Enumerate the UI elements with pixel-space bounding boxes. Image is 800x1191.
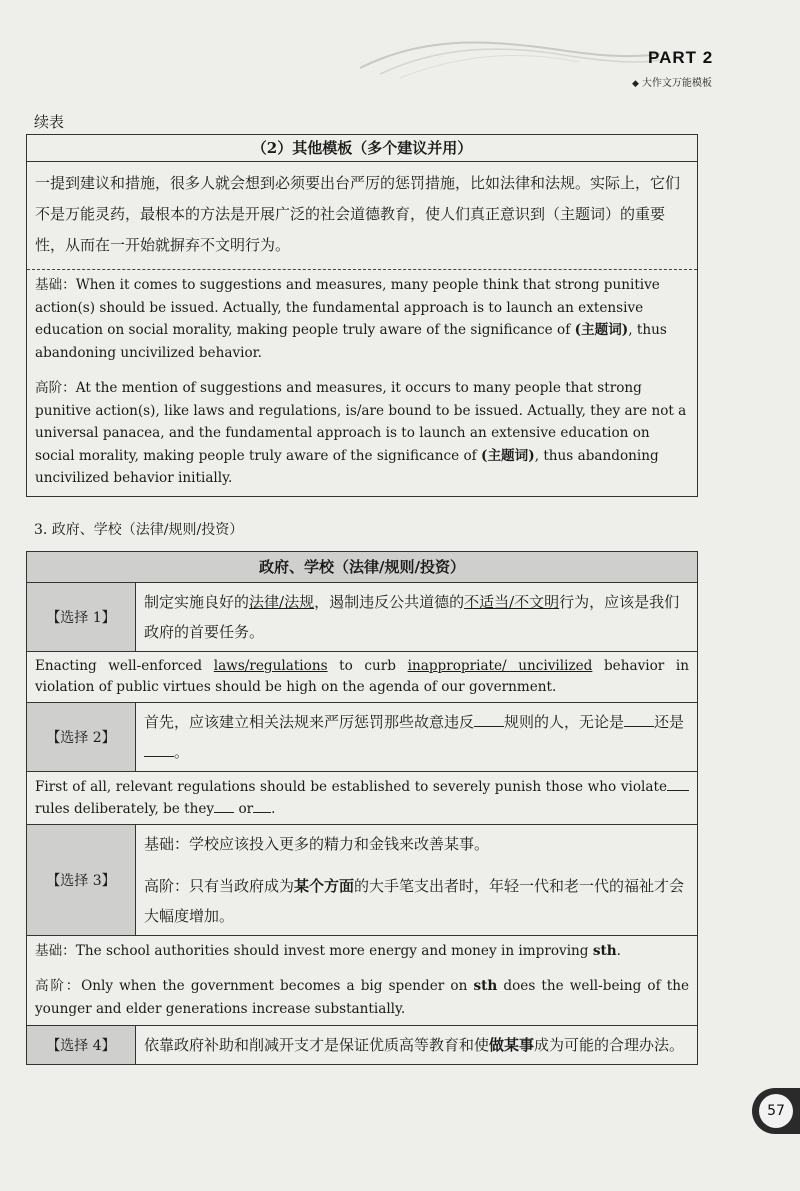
choice-label: 【选择 2】 <box>27 703 136 771</box>
choice-row-2-en <box>27 772 697 825</box>
choice-english: Enacting well-enforced laws/regulations to curb inappropriate/ uncivilized behavior in violation of public virtues should be high on the agenda of our government. <box>35 658 689 695</box>
blank <box>214 798 234 813</box>
blank <box>624 712 654 727</box>
choice-row-2 <box>27 703 697 772</box>
choice-chinese: 依靠政府补助和削减开支才是保证优质高等教育和使做某事成为可能的合理办法。 <box>144 1036 685 1054</box>
blank <box>474 712 504 727</box>
basic-version: 基础：When it comes to suggestions and measures, many people think that strong punitive action(s) should be issued. Actually, the fundamental approach is to launch an extensive education on social morality, making people truly aware of the significance of (主题词), thus abandoning uncivilized behavior. <box>35 277 667 361</box>
choice-chinese: 制定实施良好的法律/法规，遏制违反公共道德的不适当/不文明行为，应该是我们政府的首要任务。 <box>144 593 680 641</box>
choice-chinese: 首先，应该建立相关法规来严厉惩罚那些故意违反 规则的人，无论是 还是。 <box>144 713 685 761</box>
choice-row-1-en <box>27 652 697 703</box>
page-number: 57 <box>759 1094 793 1128</box>
blank <box>144 742 174 757</box>
choice-label: 【选择 3】 <box>27 825 136 935</box>
blank <box>253 798 271 813</box>
advanced-version: 高阶：At the mention of suggestions and measures, it occurs to many people that strong punitive action(s), like laws and regulations, is/are bound to be issued. Actually, they are not a universal panacea, and the fundamental approach is to launch an extensive education on social morality, making people truly aware of the significance of (主题词), thus abandoning uncivilized behavior initially. <box>35 380 687 486</box>
english-versions <box>27 270 697 496</box>
choice-row-4 <box>27 1026 697 1064</box>
choice-label: 【选择 4】 <box>27 1026 136 1064</box>
page-number-tab <box>752 1088 800 1134</box>
blank <box>667 776 689 791</box>
diamond-icon: ◆ <box>632 79 639 89</box>
header-wave-decoration <box>360 28 660 88</box>
advanced-version: 高阶：Only when the government becomes a big spender on sth does the well-being of the younger and elder generations increase substantially. <box>35 978 689 1017</box>
part-subtitle <box>632 74 712 89</box>
choice-label: 【选择 1】 <box>27 583 136 651</box>
continued-label: 续表 <box>34 113 65 131</box>
basic-version: 基础：The school authorities should invest more energy and money in improving sth. <box>35 943 621 959</box>
basic-version: 基础：学校应该投入更多的精力和金钱来改善某事。 <box>144 835 490 853</box>
choice-english <box>27 936 697 1025</box>
section-title: 3. 政府、学校（法律/规则/投资） <box>34 522 244 538</box>
choice-chinese <box>136 825 697 935</box>
chinese-paragraph: 一提到建议和措施，很多人就会想到必须要出台严厉的惩罚措施，比如法律和法规。实际上，它们不是万能灵药，最根本的方法是开展广泛的社会道德教育，使人们真正意识到（主题词）的重要性，从而在一开始就摒弃不文明行为。 <box>27 162 697 270</box>
choice-row-3 <box>27 825 697 936</box>
table-heading: （2）其他模板（多个建议并用） <box>27 135 697 162</box>
choice-english: First of all, relevant regulations should be established to severely punish those who violaterules deliberately, be they or . <box>27 772 697 824</box>
template-table-other <box>26 134 698 497</box>
choice-row-1 <box>27 583 697 652</box>
template-table-government <box>26 551 698 1065</box>
part-title: PART 2 <box>648 48 714 67</box>
part-subtitle-text: 大作文万能模板 <box>641 78 712 89</box>
advanced-version: 高阶：只有当政府成为某个方面的大手笔支出者时，年轻一代和老一代的福祉才会大幅度增加。 <box>144 877 685 925</box>
choice-row-3-en <box>27 936 697 1026</box>
table-heading: 政府、学校（法律/规则/投资） <box>27 552 697 583</box>
